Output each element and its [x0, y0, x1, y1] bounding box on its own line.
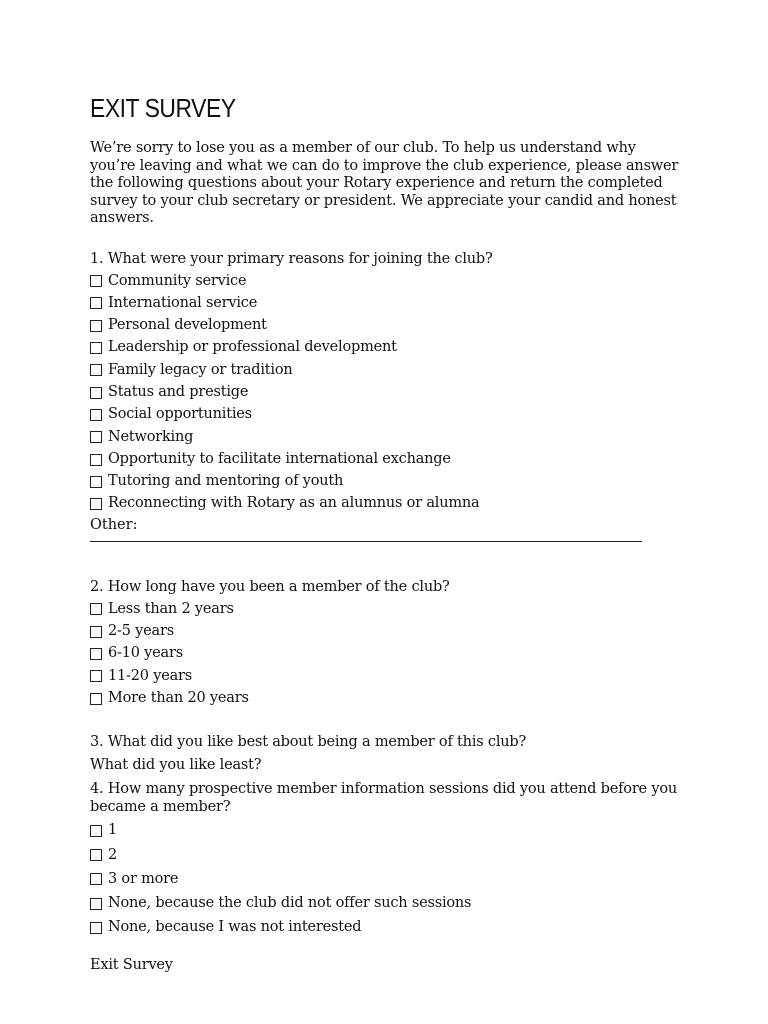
option-label: 3 or more	[108, 870, 179, 887]
question-1	[90, 250, 680, 542]
checkbox-icon[interactable]	[90, 275, 102, 287]
question-2	[90, 578, 680, 708]
checkbox-icon[interactable]	[90, 670, 102, 682]
q1-option-leadership[interactable]	[90, 338, 680, 357]
question-2-text: 2. How long have you been a member of the club?	[90, 578, 450, 595]
option-label: None, because I was not interested	[108, 919, 362, 936]
q2-option-11-20[interactable]	[90, 667, 680, 686]
q1-option-family-legacy[interactable]	[90, 361, 680, 380]
checkbox-icon[interactable]	[90, 626, 102, 638]
q1-option-social-opportunities[interactable]	[90, 405, 680, 424]
q2-option-6-10[interactable]	[90, 644, 680, 663]
checkbox-icon[interactable]	[90, 342, 102, 354]
page-footer: Exit Survey	[90, 956, 173, 973]
option-label: International service	[108, 294, 258, 311]
q1-option-personal-development[interactable]	[90, 316, 680, 335]
checkbox-icon[interactable]	[90, 387, 102, 399]
q1-option-tutoring-youth[interactable]	[90, 472, 680, 491]
checkbox-icon[interactable]	[90, 922, 102, 934]
question-1-text: 1. What were your primary reasons for joining the club?	[90, 250, 493, 267]
checkbox-icon[interactable]	[90, 648, 102, 660]
question-4-text: 4. How many prospective member information sessions did you attend before you became a member?	[90, 781, 678, 815]
other-label: Other:	[90, 516, 138, 533]
option-label: Family legacy or tradition	[108, 361, 293, 378]
q1-option-networking[interactable]	[90, 428, 680, 447]
checkbox-icon[interactable]	[90, 431, 102, 443]
checkbox-icon[interactable]	[90, 498, 102, 510]
option-label: Personal development	[108, 317, 267, 334]
option-label: Social opportunities	[108, 406, 252, 423]
checkbox-icon[interactable]	[90, 476, 102, 488]
option-label: 2	[108, 846, 118, 863]
checkbox-icon[interactable]	[90, 825, 102, 837]
option-label: None, because the club did not offer such sessions	[108, 895, 472, 912]
q4-option-3-or-more[interactable]	[90, 870, 680, 889]
q2-option-2-5[interactable]	[90, 622, 680, 641]
option-label: Leadership or professional development	[108, 339, 397, 356]
checkbox-icon[interactable]	[90, 603, 102, 615]
option-label: Status and prestige	[108, 383, 249, 400]
question-3b-text: What did you like least?	[90, 757, 262, 774]
q1-option-status-prestige[interactable]	[90, 383, 680, 402]
checkbox-icon[interactable]	[90, 364, 102, 376]
q2-option-more-than-20[interactable]	[90, 689, 680, 708]
other-answer-line[interactable]	[90, 540, 642, 542]
option-label: Networking	[108, 428, 194, 445]
page-title: EXIT SURVEY	[90, 93, 236, 123]
option-label: Reconnecting with Rotary as an alumnus or alumna	[108, 495, 480, 512]
q1-option-reconnecting-alumni[interactable]	[90, 494, 680, 513]
q1-option-community-service[interactable]	[90, 272, 680, 291]
question-3	[90, 733, 680, 775]
checkbox-icon[interactable]	[90, 873, 102, 885]
checkbox-icon[interactable]	[90, 297, 102, 309]
option-label: 1	[108, 822, 118, 839]
intro-paragraph: We’re sorry to lose you as a member of our club. To help us understand why you’re leaving and what we can do to improve the club experience, please answer the following questions about your Rotary experience and return the completed survey to your club secretary or president. We appreciate your candid and honest answers.	[90, 140, 679, 226]
survey-page	[90, 92, 680, 974]
q4-option-none-not-offered[interactable]	[90, 894, 680, 913]
option-label: Tutoring and mentoring of youth	[108, 473, 344, 490]
q4-option-1[interactable]	[90, 821, 680, 840]
q1-option-international-exchange[interactable]	[90, 450, 680, 469]
option-label: Less than 2 years	[108, 600, 234, 617]
question-3-text: 3. What did you like best about being a member of this club?	[90, 734, 527, 751]
option-label: More than 20 years	[108, 689, 249, 706]
q4-option-2[interactable]	[90, 846, 680, 865]
option-label: 11-20 years	[108, 667, 192, 684]
checkbox-icon[interactable]	[90, 849, 102, 861]
option-label: 2-5 years	[108, 623, 174, 640]
checkbox-icon[interactable]	[90, 693, 102, 705]
checkbox-icon[interactable]	[90, 898, 102, 910]
question-4	[90, 781, 680, 937]
q1-option-international-service[interactable]	[90, 294, 680, 313]
option-label: Community service	[108, 272, 247, 289]
option-label: Opportunity to facilitate international exchange	[108, 450, 451, 467]
q2-option-less-than-2[interactable]	[90, 600, 680, 619]
checkbox-icon[interactable]	[90, 454, 102, 466]
q4-option-none-not-interested[interactable]	[90, 918, 680, 937]
checkbox-icon[interactable]	[90, 409, 102, 421]
checkbox-icon[interactable]	[90, 320, 102, 332]
option-label: 6-10 years	[108, 645, 183, 662]
